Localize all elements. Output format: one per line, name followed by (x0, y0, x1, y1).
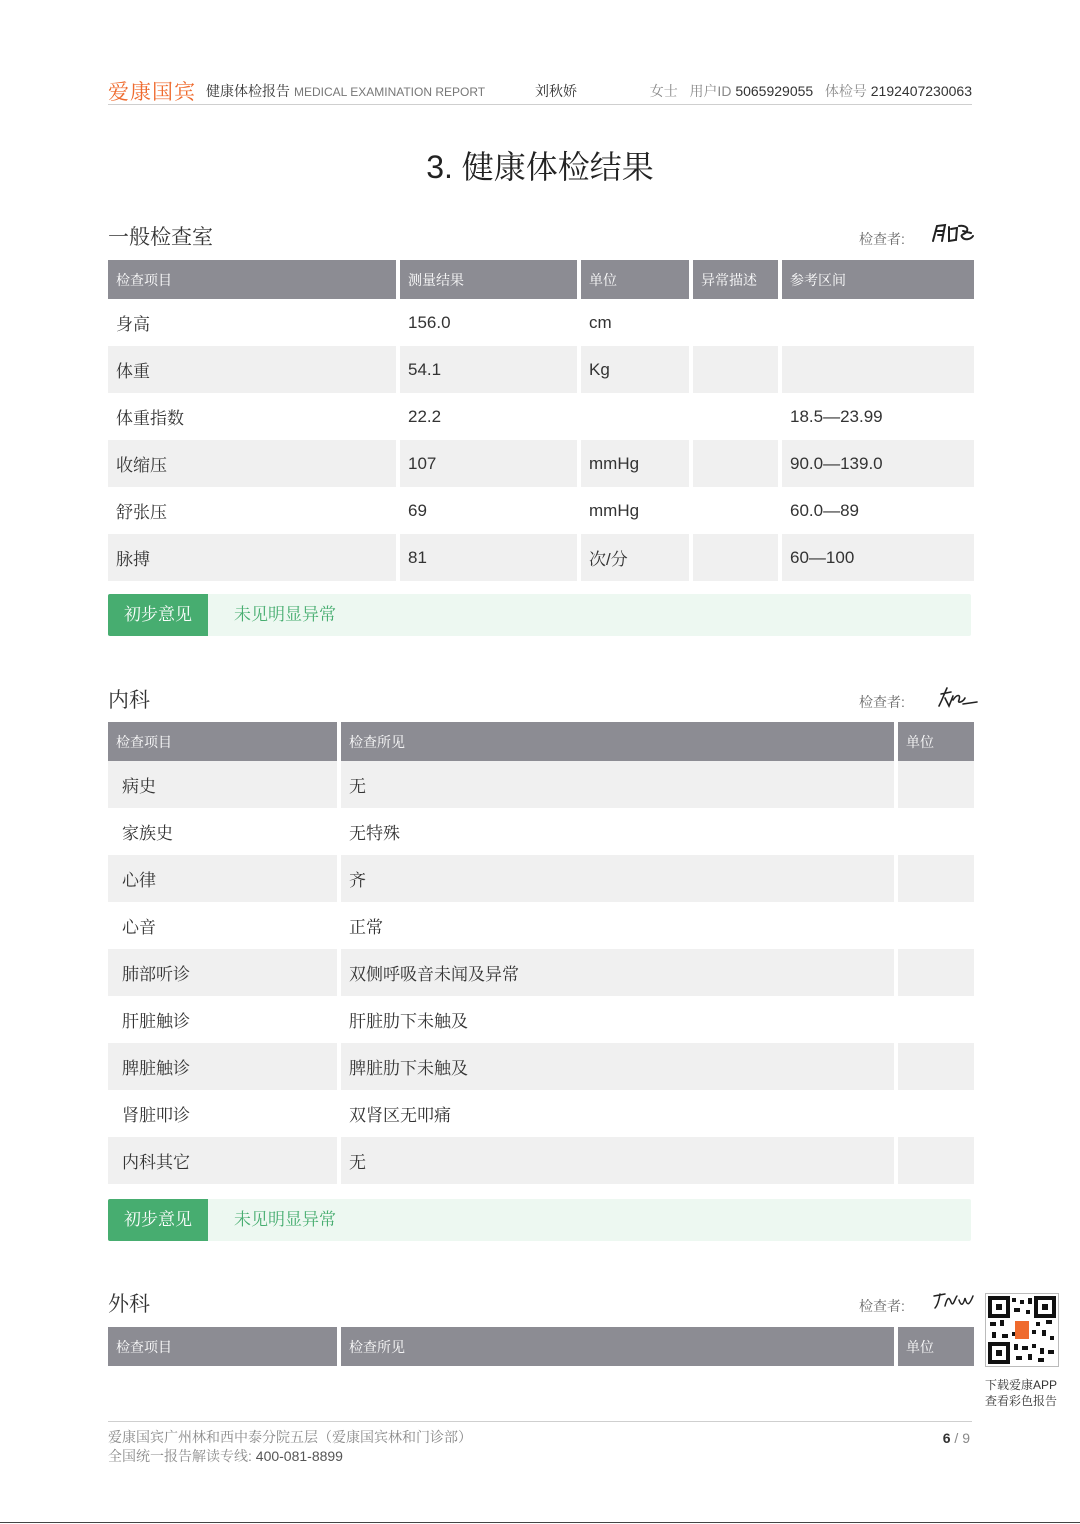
examiner-label: 检查者: (859, 231, 905, 247)
table-header-row (108, 1327, 974, 1366)
report-title (206, 81, 485, 101)
table-cell: 无 (341, 1137, 894, 1184)
footer-divider (108, 1421, 972, 1422)
table-cell (898, 996, 974, 1043)
page-total: 9 (962, 1430, 970, 1446)
surgery-exam-table (104, 1327, 978, 1366)
qr-code-icon (986, 1294, 1058, 1366)
table-cell: 脉搏 (108, 534, 396, 581)
table-cell: 收缩压 (108, 440, 396, 487)
page-number: 6 / 9 (942, 1430, 970, 1446)
exam-no-label: 体检号 (824, 83, 867, 99)
gender: 女士 (649, 83, 678, 99)
examiner-label: 检查者: (859, 1298, 905, 1314)
page-current: 6 (942, 1430, 951, 1446)
table-row (108, 808, 974, 855)
opinion-box-general (108, 594, 971, 636)
table-cell (898, 1043, 974, 1090)
exam-no: 2192407230063 (870, 83, 972, 99)
table-row (108, 855, 974, 902)
page-title: 3. 健康体检结果 (426, 149, 654, 185)
page-edge-line (0, 1522, 1080, 1523)
hotline-label: 全国统一报告解读专线: (108, 1448, 252, 1464)
table-cell: 脾脏触诊 (108, 1043, 337, 1090)
table-header-row (108, 260, 974, 299)
table-cell: 双侧呼吸音未闻及异常 (341, 949, 894, 996)
table-cell (898, 761, 974, 808)
table-cell: 156.0 (408, 312, 451, 332)
examiner-internal (859, 692, 905, 712)
table-cell (693, 346, 778, 393)
table-cell: 81 (400, 534, 577, 581)
signature-image (935, 684, 979, 710)
internal-exam-table (104, 722, 978, 1184)
table-cell: 脾脏肋下未触及 (341, 1043, 894, 1090)
col-header: 单位 (581, 260, 689, 299)
table-cell: 肝脏肋下未触及 (349, 1012, 468, 1031)
table-cell: 齐 (341, 855, 894, 902)
qr-caption (976, 1377, 1066, 1409)
col-header: 单位 (898, 722, 974, 761)
table-cell: mmHg (589, 500, 640, 520)
opinion-box-internal (108, 1199, 971, 1241)
table-cell (898, 1090, 974, 1137)
report-title-en: MEDICAL EXAMINATION REPORT (294, 85, 486, 99)
user-id: 5065929055 (735, 83, 814, 99)
table-cell (693, 393, 778, 440)
brand-logo: 爱康国宾 (108, 81, 196, 104)
col-header: 测量结果 (400, 260, 577, 299)
examiner-general (859, 229, 905, 249)
col-header: 检查项目 (108, 1327, 337, 1366)
table-row (108, 761, 974, 808)
table-row (108, 949, 974, 996)
section-title-general: 一般检查室 (108, 226, 213, 249)
table-cell: 60—100 (782, 534, 974, 581)
table-cell: 心音 (122, 918, 156, 937)
col-header: 参考区间 (782, 260, 974, 299)
qr-caption-line1: 下载爱康APP (984, 1378, 1057, 1392)
table-cell: 107 (400, 440, 577, 487)
table-row (108, 1137, 974, 1184)
table-cell: Kg (581, 346, 689, 393)
report-title-cn: 健康体检报告 (206, 83, 290, 99)
table-cell: 双肾区无叩痛 (349, 1106, 451, 1125)
footer-hotline (108, 1446, 343, 1466)
table-cell: 体重 (108, 346, 396, 393)
hotline-number: 400-081-8899 (255, 1448, 343, 1464)
table-cell: 无特殊 (349, 824, 400, 843)
table-cell (693, 487, 778, 534)
section-title-internal: 内科 (108, 689, 150, 712)
report-header (108, 76, 972, 105)
table-row (108, 487, 974, 534)
table-cell (898, 949, 974, 996)
user-id-label: 用户ID (689, 83, 732, 99)
qr-caption-line2: 查看彩色报告 (984, 1394, 1057, 1408)
col-header: 检查项目 (108, 722, 337, 761)
table-cell: 内科其它 (108, 1137, 337, 1184)
table-cell: 病史 (108, 761, 337, 808)
examiner-surgery (859, 1296, 905, 1316)
table-row (108, 440, 974, 487)
table-cell: 肝脏触诊 (122, 1012, 190, 1031)
footer-address: 爱康国宾广州林和西中泰分院五层（爱康国宾林和门诊部） (108, 1429, 472, 1445)
table-row (108, 393, 974, 440)
table-row (108, 902, 974, 949)
table-cell (581, 393, 689, 440)
opinion-label: 初步意见 (108, 594, 208, 636)
table-row (108, 996, 974, 1043)
table-cell (898, 1137, 974, 1184)
col-header: 检查项目 (108, 260, 396, 299)
table-cell: 22.2 (408, 406, 442, 426)
table-cell (693, 534, 778, 581)
table-cell: 无 (341, 761, 894, 808)
table-cell: 69 (408, 500, 427, 520)
table-row (108, 534, 974, 581)
table-cell: 90.0—139.0 (782, 440, 974, 487)
table-cell (898, 808, 974, 855)
table-cell: 家族史 (122, 824, 173, 843)
table-cell: 60.0—89 (790, 500, 859, 520)
table-cell (693, 440, 778, 487)
table-cell: 正常 (349, 918, 383, 937)
general-exam-table (104, 260, 978, 581)
table-cell (898, 902, 974, 949)
col-header: 单位 (898, 1327, 974, 1366)
signature-image (929, 221, 977, 247)
table-cell: 18.5—23.99 (790, 406, 883, 426)
signature-image (931, 1288, 977, 1312)
table-cell: 54.1 (400, 346, 577, 393)
table-cell: mmHg (581, 440, 689, 487)
table-cell (898, 855, 974, 902)
table-cell (782, 299, 974, 346)
qr-code-image[interactable] (985, 1293, 1059, 1367)
table-row (108, 1043, 974, 1090)
opinion-text: 未见明显异常 (234, 605, 336, 624)
col-header: 检查所见 (341, 1327, 894, 1366)
table-row (108, 299, 974, 346)
table-row (108, 1090, 974, 1137)
table-cell (782, 346, 974, 393)
table-cell (693, 299, 778, 346)
patient-name: 刘秋娇 (535, 83, 577, 99)
table-cell: 次/分 (581, 534, 689, 581)
table-cell: 肾脏叩诊 (122, 1106, 190, 1125)
table-cell: 肺部听诊 (108, 949, 337, 996)
table-cell: 心律 (108, 855, 337, 902)
col-header: 检查所见 (341, 722, 894, 761)
table-cell: 舒张压 (116, 503, 167, 522)
table-cell: cm (589, 312, 612, 332)
table-cell: 身高 (116, 315, 150, 334)
opinion-text: 未见明显异常 (234, 1210, 336, 1229)
section-title-surgery: 外科 (108, 1293, 150, 1316)
examiner-label: 检查者: (859, 694, 905, 710)
header-ids (650, 81, 972, 101)
table-cell: 体重指数 (116, 409, 184, 428)
col-header: 异常描述 (693, 260, 778, 299)
opinion-label: 初步意见 (108, 1199, 208, 1241)
table-row (108, 346, 974, 393)
table-header-row (108, 722, 974, 761)
